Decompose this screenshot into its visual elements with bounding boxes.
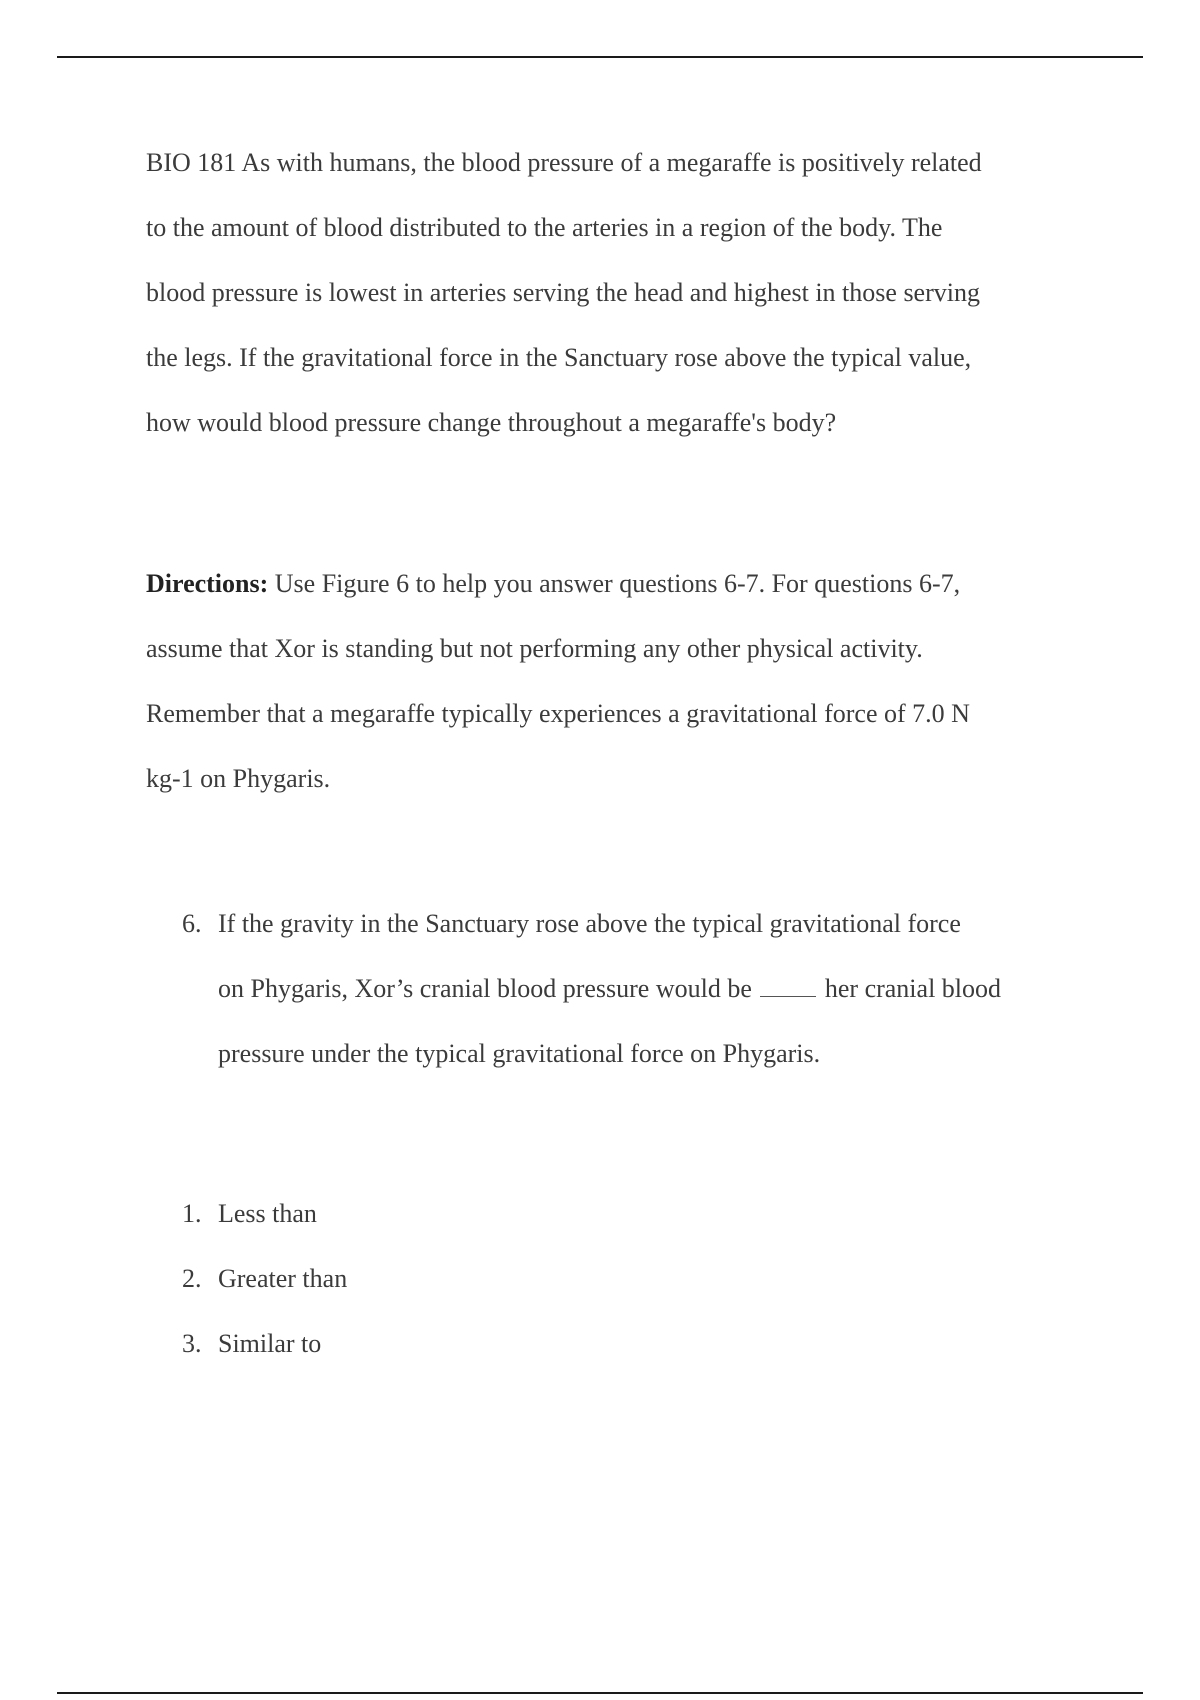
intro-line: blood pressure is lowest in arteries serving the head and highest in those serving (146, 278, 980, 307)
option-less-than (182, 1181, 782, 1246)
intro-line: BIO 181 As with humans, the blood pressure of a megaraffe is positively related (146, 148, 982, 177)
option-label: Less than (218, 1199, 317, 1228)
question-number: 6. (182, 909, 202, 938)
question-line (182, 891, 1062, 956)
question-text: If the gravity in the Sanctuary rose above the typical gravitational force (218, 909, 961, 938)
question-text: on Phygaris, Xor’s cranial blood pressure would be (218, 974, 752, 1003)
directions-label: Directions: (146, 569, 269, 598)
question-text: her cranial blood (824, 974, 1002, 1003)
bottom-rule (57, 1692, 1143, 1694)
option-greater-than (182, 1246, 782, 1311)
intro-line: the legs. If the gravitational force in the Sanctuary rose above the typical value, (146, 343, 972, 372)
option-number: 3. (182, 1329, 202, 1358)
directions-paragraph (146, 551, 1066, 811)
directions-line: kg-1 on Phygaris. (146, 764, 331, 793)
question-6 (182, 891, 1062, 1086)
question-line (182, 1021, 1062, 1086)
option-number: 1. (182, 1199, 202, 1228)
intro-line: how would blood pressure change throughout a megaraffe's body? (146, 408, 837, 437)
answer-options (182, 1181, 782, 1376)
top-rule (57, 56, 1143, 58)
directions-line: assume that Xor is standing but not performing any other physical activity. (146, 634, 923, 663)
intro-line: to the amount of blood distributed to the arteries in a region of the body. The (146, 213, 943, 242)
question-line (182, 956, 1062, 1021)
directions-line: Use Figure 6 to help you answer questions 6-7. For questions 6-7, (268, 569, 961, 598)
option-similar-to (182, 1311, 782, 1376)
option-number: 2. (182, 1264, 202, 1293)
directions-line: Remember that a megaraffe typically experiences a gravitational force of 7.0 N (146, 699, 970, 728)
answer-blank (760, 976, 816, 997)
question-text: pressure under the typical gravitational force on Phygaris. (218, 1039, 821, 1068)
intro-paragraph (146, 130, 1076, 455)
option-label: Greater than (218, 1264, 348, 1293)
directions-first-line (146, 551, 1066, 616)
option-label: Similar to (218, 1329, 322, 1358)
